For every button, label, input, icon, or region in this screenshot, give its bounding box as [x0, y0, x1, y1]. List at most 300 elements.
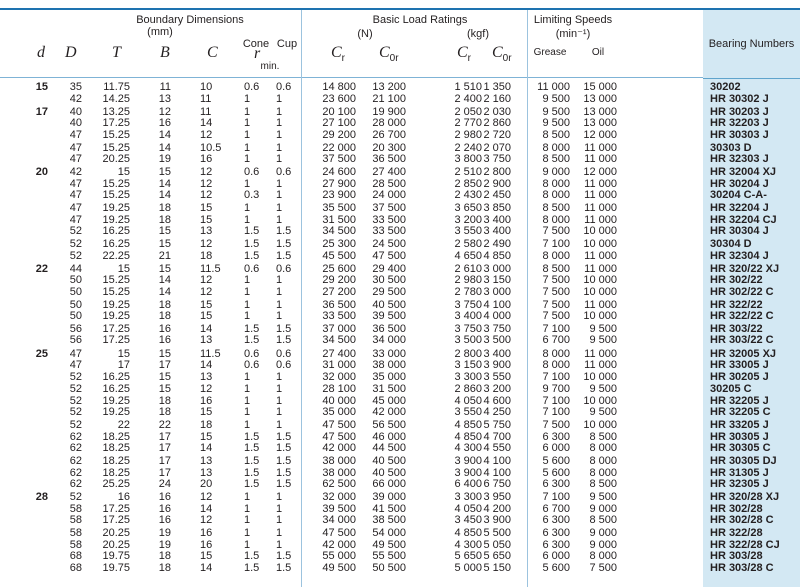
cell-width-B: 16	[158, 514, 171, 526]
cell-cr-n: 37 500	[322, 153, 356, 165]
cell-c0r-n: 20 300	[372, 142, 406, 154]
cell-bearing-number: HR 302/28 C	[710, 514, 774, 526]
cell-cr-kgf: 2 980	[454, 274, 482, 286]
cell-width-T: 19.75	[102, 562, 130, 574]
cell-speed-grease: 8 000	[542, 214, 570, 226]
cell-c0r-n: 26 700	[372, 129, 406, 141]
cell-width-T: 15.25	[102, 178, 130, 190]
cell-width-C: 18	[200, 250, 213, 262]
cell-bearing-number: 30204 C-A-	[710, 189, 767, 201]
cell-r-cup: 1	[276, 503, 283, 515]
cell-c0r-n: 33 500	[372, 214, 406, 226]
cell-speed-oil: 9 000	[589, 527, 617, 539]
cell-outer-D: 50	[69, 286, 82, 298]
cell-c0r-n: 54 000	[372, 527, 406, 539]
col-d-symbol: d	[37, 44, 45, 61]
cell-cr-kgf: 4 050	[454, 503, 482, 515]
cell-r-cup: 1	[276, 539, 283, 551]
cell-width-T: 15.25	[102, 286, 130, 298]
cell-r-cone: 1	[244, 491, 251, 503]
cell-cr-kgf: 6 400	[454, 478, 482, 490]
cell-c0r-n: 39 000	[372, 491, 406, 503]
cell-width-B: 16	[158, 323, 171, 335]
cell-width-T: 17	[117, 359, 130, 371]
cell-speed-grease: 9 500	[542, 117, 570, 129]
cell-bearing-number: HR 32304 J	[710, 250, 769, 262]
cell-c0r-n: 35 000	[372, 371, 406, 383]
cell-outer-D: 52	[69, 491, 82, 503]
cell-cr-n: 47 500	[322, 431, 356, 443]
cell-r-cup: 1	[276, 142, 283, 154]
cell-bearing-number: HR 303/22	[710, 323, 763, 335]
cell-c0r-kgf: 3 400	[483, 348, 511, 360]
cell-cr-n: 62 500	[322, 478, 356, 490]
cell-cr-n: 35 500	[322, 202, 356, 214]
cell-width-B: 14	[158, 189, 171, 201]
cell-c0r-n: 47 500	[372, 250, 406, 262]
cell-speed-grease: 7 500	[542, 225, 570, 237]
cell-c0r-kgf: 1 350	[483, 81, 511, 93]
cell-c0r-kgf: 5 750	[483, 419, 511, 431]
cell-outer-D: 47	[69, 348, 82, 360]
cell-width-T: 15	[117, 166, 130, 178]
cell-bearing-number: HR 322/22	[710, 299, 763, 311]
cell-width-T: 20.25	[102, 153, 130, 165]
cell-width-C: 14	[200, 323, 213, 335]
cell-c0r-kgf: 4 600	[483, 395, 511, 407]
cell-cr-kgf: 3 300	[454, 371, 482, 383]
cell-c0r-kgf: 2 160	[483, 93, 511, 105]
cell-c0r-kgf: 2 860	[483, 117, 511, 129]
cell-r-cone: 1	[244, 371, 251, 383]
cell-bore-d: 17	[35, 106, 48, 118]
cell-width-C: 16	[200, 153, 213, 165]
cell-width-B: 18	[158, 299, 171, 311]
cell-r-cone: 0.6	[244, 348, 260, 360]
cell-cr-n: 42 000	[322, 442, 356, 454]
col-C-symbol: C	[207, 44, 218, 61]
cell-cr-kgf: 3 800	[454, 153, 482, 165]
cone-label: Cone	[242, 38, 270, 50]
cell-outer-D: 40	[69, 106, 82, 118]
cell-outer-D: 47	[69, 142, 82, 154]
cell-r-cup: 1.5	[276, 238, 292, 250]
cell-speed-grease: 7 500	[542, 299, 570, 311]
cell-c0r-n: 13 200	[372, 81, 406, 93]
cell-speed-oil: 10 000	[583, 419, 617, 431]
cell-bearing-number: HR 302/22 C	[710, 286, 774, 298]
cell-speed-grease: 7 500	[542, 286, 570, 298]
col-Cr-kgf-symbol: $C_r$	[457, 44, 472, 65]
cell-speed-grease: 8 000	[542, 142, 570, 154]
cell-c0r-n: 34 000	[372, 334, 406, 346]
cell-r-cup: 1.5	[276, 478, 292, 490]
cell-cr-kgf: 2 610	[454, 263, 482, 275]
cell-r-cup: 0.6	[276, 359, 292, 371]
cell-bearing-number: 30205 C	[710, 383, 752, 395]
cell-r-cup: 1	[276, 129, 283, 141]
cell-width-C: 12	[200, 238, 213, 250]
cell-outer-D: 42	[69, 93, 82, 105]
cell-width-T: 14.25	[102, 93, 130, 105]
speed-unit-label: (min⁻¹)	[555, 28, 591, 40]
cell-width-T: 15	[117, 348, 130, 360]
cell-r-cone: 1	[244, 514, 251, 526]
cell-c0r-n: 36 500	[372, 323, 406, 335]
cell-bearing-number: HR 30305 J	[710, 431, 769, 443]
cell-outer-D: 52	[69, 238, 82, 250]
cell-r-cup: 1	[276, 214, 283, 226]
cell-r-cup: 1	[276, 153, 283, 165]
cell-width-B: 15	[158, 383, 171, 395]
cell-cr-n: 25 300	[322, 238, 356, 250]
col-Cr-N-symbol: $C_r$	[331, 44, 346, 65]
cell-width-T: 19.25	[102, 202, 130, 214]
cell-bearing-number: HR 32205 J	[710, 395, 769, 407]
cell-cr-kgf: 3 500	[454, 334, 482, 346]
cell-bearing-number: HR 322/28	[710, 527, 763, 539]
cell-speed-grease: 7 100	[542, 371, 570, 383]
cell-width-T: 11.75	[103, 81, 130, 93]
cell-width-T: 19.25	[102, 310, 130, 322]
cell-cr-kgf: 3 900	[454, 467, 482, 479]
cell-outer-D: 58	[69, 514, 82, 526]
cell-speed-oil: 8 500	[589, 514, 617, 526]
cell-speed-oil: 11 000	[584, 214, 617, 226]
cell-speed-oil: 10 000	[583, 395, 617, 407]
cell-outer-D: 52	[69, 395, 82, 407]
cell-r-cup: 0.6	[276, 166, 292, 178]
cell-bearing-number: HR 303/28	[710, 550, 763, 562]
cell-cr-n: 27 400	[322, 348, 356, 360]
cell-r-cone: 1.5	[244, 323, 260, 335]
cell-speed-oil: 10 000	[583, 371, 617, 383]
cell-outer-D: 62	[69, 455, 82, 467]
cell-speed-grease: 8 500	[542, 202, 570, 214]
cell-speed-oil: 10 000	[583, 238, 617, 250]
cell-c0r-n: 31 500	[372, 383, 406, 395]
cell-width-B: 17	[158, 442, 171, 454]
cell-width-B: 14	[158, 274, 171, 286]
cell-cr-kgf: 5 000	[454, 562, 482, 574]
cell-r-cone: 1.5	[244, 550, 260, 562]
cell-speed-grease: 7 500	[542, 274, 570, 286]
cell-width-B: 14	[158, 142, 171, 154]
cell-speed-grease: 6 300	[542, 431, 570, 443]
cell-r-cone: 1	[244, 142, 251, 154]
cell-width-C: 12	[200, 189, 213, 201]
cell-cr-n: 32 000	[322, 371, 356, 383]
cell-cr-n: 23 900	[322, 189, 356, 201]
cell-c0r-n: 49 500	[372, 539, 406, 551]
cell-speed-grease: 8 000	[542, 178, 570, 190]
cell-c0r-n: 30 500	[372, 274, 406, 286]
cell-bore-d: 22	[35, 263, 48, 275]
cell-cr-kgf: 2 050	[454, 106, 482, 118]
cell-r-cup: 1	[276, 274, 283, 286]
cell-r-cup: 1.5	[276, 323, 292, 335]
cell-cr-n: 23 600	[322, 93, 356, 105]
cell-width-T: 18.25	[102, 431, 130, 443]
cell-width-B: 15	[158, 238, 171, 250]
cell-r-cone: 0.6	[244, 359, 260, 371]
cell-outer-D: 50	[69, 274, 82, 286]
cell-cr-n: 39 500	[322, 503, 356, 515]
cell-r-cone: 0.3	[244, 189, 260, 201]
cell-width-B: 17	[158, 455, 171, 467]
cell-width-C: 13	[200, 467, 213, 479]
cell-width-T: 18.25	[102, 467, 130, 479]
cell-cr-n: 45 500	[322, 250, 356, 262]
cell-outer-D: 44	[69, 263, 82, 275]
cell-c0r-n: 38 500	[372, 514, 406, 526]
cell-speed-oil: 9 500	[589, 334, 617, 346]
cell-c0r-n: 56 500	[372, 419, 406, 431]
cell-speed-oil: 12 000	[583, 166, 617, 178]
cell-cr-n: 25 600	[322, 263, 356, 275]
cell-width-C: 14	[200, 359, 213, 371]
cell-width-C: 12	[200, 178, 213, 190]
cell-outer-D: 52	[69, 225, 82, 237]
cell-r-cup: 1	[276, 202, 283, 214]
cell-width-C: 14	[200, 117, 213, 129]
cell-cr-n: 42 000	[322, 539, 356, 551]
cell-speed-oil: 8 000	[589, 467, 617, 479]
cell-width-B: 24	[158, 478, 171, 490]
cell-bore-d: 25	[35, 348, 48, 360]
cell-width-C: 12	[200, 491, 213, 503]
cell-width-B: 16	[158, 334, 171, 346]
cell-width-C: 15	[200, 550, 213, 562]
cell-r-cup: 0.6	[276, 81, 292, 93]
cell-bearing-number: HR 30305 DJ	[710, 455, 777, 467]
cell-width-B: 15	[158, 166, 171, 178]
cell-cr-n: 27 100	[322, 117, 356, 129]
cell-c0r-n: 28 500	[372, 178, 406, 190]
cell-width-B: 14	[158, 129, 171, 141]
cell-c0r-kgf: 4 100	[483, 467, 511, 479]
cell-c0r-n: 66 000	[372, 478, 406, 490]
cell-c0r-n: 24 000	[372, 189, 406, 201]
cell-c0r-kgf: 5 050	[483, 539, 511, 551]
cell-r-cone: 1	[244, 406, 251, 418]
cell-width-B: 18	[158, 550, 171, 562]
cell-cr-n: 34 500	[322, 334, 356, 346]
cell-r-cup: 1	[276, 383, 283, 395]
cell-r-cup: 1	[276, 395, 283, 407]
load-unit-kgf: (kgf)	[467, 28, 489, 40]
cell-r-cone: 1	[244, 539, 251, 551]
cell-cr-kgf: 4 650	[454, 250, 482, 262]
cell-c0r-kgf: 4 000	[483, 310, 511, 322]
cell-c0r-n: 29 500	[372, 286, 406, 298]
cell-r-cone: 1	[244, 383, 251, 395]
cell-r-cone: 1	[244, 299, 251, 311]
cell-width-B: 22	[158, 419, 171, 431]
cell-r-cone: 1	[244, 419, 251, 431]
cell-r-cone: 1.5	[244, 225, 260, 237]
cell-width-B: 15	[158, 225, 171, 237]
cell-speed-oil: 11 000	[584, 348, 617, 360]
cell-c0r-n: 33 500	[372, 225, 406, 237]
cell-cr-kgf: 2 980	[454, 129, 482, 141]
cell-speed-oil: 11 000	[584, 359, 617, 371]
cell-cr-n: 47 500	[322, 527, 356, 539]
cell-width-C: 13	[200, 371, 213, 383]
cell-r-cup: 1	[276, 189, 283, 201]
cell-width-B: 18	[158, 310, 171, 322]
cell-width-T: 17.25	[102, 503, 130, 515]
cell-cr-n: 35 000	[322, 406, 356, 418]
cell-c0r-kgf: 5 650	[483, 550, 511, 562]
cell-outer-D: 42	[69, 166, 82, 178]
cell-outer-D: 47	[69, 202, 82, 214]
cell-c0r-kgf: 2 490	[483, 238, 511, 250]
cell-cr-kgf: 4 050	[454, 395, 482, 407]
cell-speed-oil: 10 000	[583, 225, 617, 237]
cell-outer-D: 47	[69, 189, 82, 201]
cell-cr-n: 14 800	[322, 81, 356, 93]
cell-cr-kgf: 2 770	[454, 117, 482, 129]
cell-width-C: 15	[200, 310, 213, 322]
cell-c0r-kgf: 4 700	[483, 431, 511, 443]
cell-c0r-n: 24 500	[372, 238, 406, 250]
cell-r-cup: 1.5	[276, 467, 292, 479]
cell-c0r-kgf: 2 450	[483, 189, 511, 201]
cell-speed-oil: 11 000	[584, 153, 617, 165]
cell-width-T: 15.25	[102, 189, 130, 201]
cell-width-B: 16	[158, 117, 171, 129]
cell-outer-D: 40	[69, 117, 82, 129]
cell-c0r-n: 40 500	[372, 467, 406, 479]
cell-cr-n: 31 000	[322, 359, 356, 371]
cell-bearing-number: HR 322/22 C	[710, 310, 774, 322]
cell-r-cone: 1	[244, 395, 251, 407]
cell-width-T: 16	[117, 491, 130, 503]
cell-cr-kgf: 2 800	[454, 348, 482, 360]
cell-speed-oil: 8 000	[589, 550, 617, 562]
cell-width-T: 19.25	[102, 299, 130, 311]
cell-c0r-kgf: 2 800	[483, 166, 511, 178]
cell-c0r-kgf: 3 000	[483, 263, 511, 275]
cell-cr-kgf: 3 750	[454, 323, 482, 335]
cell-speed-grease: 11 000	[537, 81, 570, 93]
cell-outer-D: 50	[69, 299, 82, 311]
cell-r-cone: 0.6	[244, 263, 260, 275]
cell-cr-kgf: 1 510	[454, 81, 482, 93]
cell-c0r-n: 42 000	[372, 406, 406, 418]
cell-c0r-n: 46 000	[372, 431, 406, 443]
cell-width-T: 20.25	[102, 539, 130, 551]
cell-c0r-kgf: 3 000	[483, 286, 511, 298]
cell-bearing-number: HR 32203 J	[710, 117, 769, 129]
cell-speed-grease: 7 100	[542, 395, 570, 407]
cell-r-cone: 1	[244, 106, 251, 118]
cell-cr-kgf: 5 650	[454, 550, 482, 562]
cell-speed-grease: 9 500	[542, 93, 570, 105]
cell-speed-oil: 8 500	[589, 478, 617, 490]
cell-r-cone: 1	[244, 310, 251, 322]
cell-speed-grease: 6 000	[542, 550, 570, 562]
cell-cr-kgf: 3 550	[454, 406, 482, 418]
cell-bearing-number: HR 30303 J	[710, 129, 769, 141]
cell-speed-oil: 7 500	[589, 562, 617, 574]
cell-width-T: 17.25	[102, 117, 130, 129]
cell-r-cone: 1	[244, 202, 251, 214]
cell-cr-kgf: 3 150	[454, 359, 482, 371]
cell-cr-n: 31 500	[322, 214, 356, 226]
cell-outer-D: 47	[69, 178, 82, 190]
cell-r-cup: 0.6	[276, 348, 292, 360]
boundary-dimensions-heading: Boundary Dimensions	[136, 14, 244, 26]
cell-r-cone: 0.6	[244, 81, 260, 93]
cell-bore-d: 20	[35, 166, 48, 178]
cell-speed-grease: 8 500	[542, 153, 570, 165]
cell-c0r-kgf: 3 400	[483, 214, 511, 226]
cell-speed-oil: 9 000	[589, 503, 617, 515]
cell-width-C: 11	[200, 106, 212, 118]
cell-width-B: 18	[158, 202, 171, 214]
table-top-rule	[0, 8, 800, 10]
cell-width-T: 13.25	[102, 106, 130, 118]
cell-r-cone: 0.6	[244, 166, 260, 178]
cell-cr-kgf: 2 400	[454, 93, 482, 105]
col-T-symbol: T	[112, 44, 121, 61]
cell-speed-grease: 7 100	[542, 323, 570, 335]
cell-cr-n: 55 000	[322, 550, 356, 562]
limiting-speeds-heading: Limiting Speeds	[533, 14, 613, 26]
cell-c0r-kgf: 2 720	[483, 129, 511, 141]
cell-outer-D: 47	[69, 214, 82, 226]
cell-c0r-n: 21 100	[372, 93, 406, 105]
cell-speed-oil: 9 500	[589, 491, 617, 503]
cell-cr-n: 28 100	[322, 383, 356, 395]
cell-r-cup: 1	[276, 286, 283, 298]
cell-cr-n: 47 500	[322, 419, 356, 431]
cell-outer-D: 62	[69, 442, 82, 454]
cell-cr-kgf: 3 450	[454, 514, 482, 526]
cell-c0r-n: 40 500	[372, 455, 406, 467]
cell-bearing-number: 30202	[710, 81, 741, 93]
cell-r-cone: 1.5	[244, 334, 260, 346]
cell-width-B: 13	[158, 93, 171, 105]
cell-width-T: 18.25	[102, 442, 130, 454]
cell-speed-grease: 5 600	[542, 467, 570, 479]
cell-outer-D: 47	[69, 153, 82, 165]
cell-r-cup: 1.5	[276, 225, 292, 237]
cell-bearing-number: HR 31305 J	[710, 467, 769, 479]
cell-width-C: 14	[200, 562, 213, 574]
cell-width-C: 15	[200, 299, 213, 311]
col-B-symbol: B	[160, 44, 170, 61]
cell-cr-kgf: 3 550	[454, 225, 482, 237]
column-divider	[301, 10, 302, 587]
cell-cr-n: 33 500	[322, 310, 356, 322]
cell-speed-oil: 8 000	[589, 442, 617, 454]
cell-c0r-kgf: 2 070	[483, 142, 511, 154]
cell-cr-n: 29 200	[322, 129, 356, 141]
cell-speed-oil: 11 000	[584, 142, 617, 154]
cell-c0r-n: 50 500	[372, 562, 406, 574]
cell-cr-kgf: 2 430	[454, 189, 482, 201]
cell-outer-D: 68	[69, 562, 82, 574]
cell-c0r-n: 39 500	[372, 310, 406, 322]
cell-speed-grease: 6 000	[542, 442, 570, 454]
cell-cr-n: 22 000	[322, 142, 356, 154]
cell-width-T: 25.25	[102, 478, 130, 490]
cell-width-C: 11	[200, 93, 212, 105]
cell-r-cone: 1.5	[244, 238, 260, 250]
